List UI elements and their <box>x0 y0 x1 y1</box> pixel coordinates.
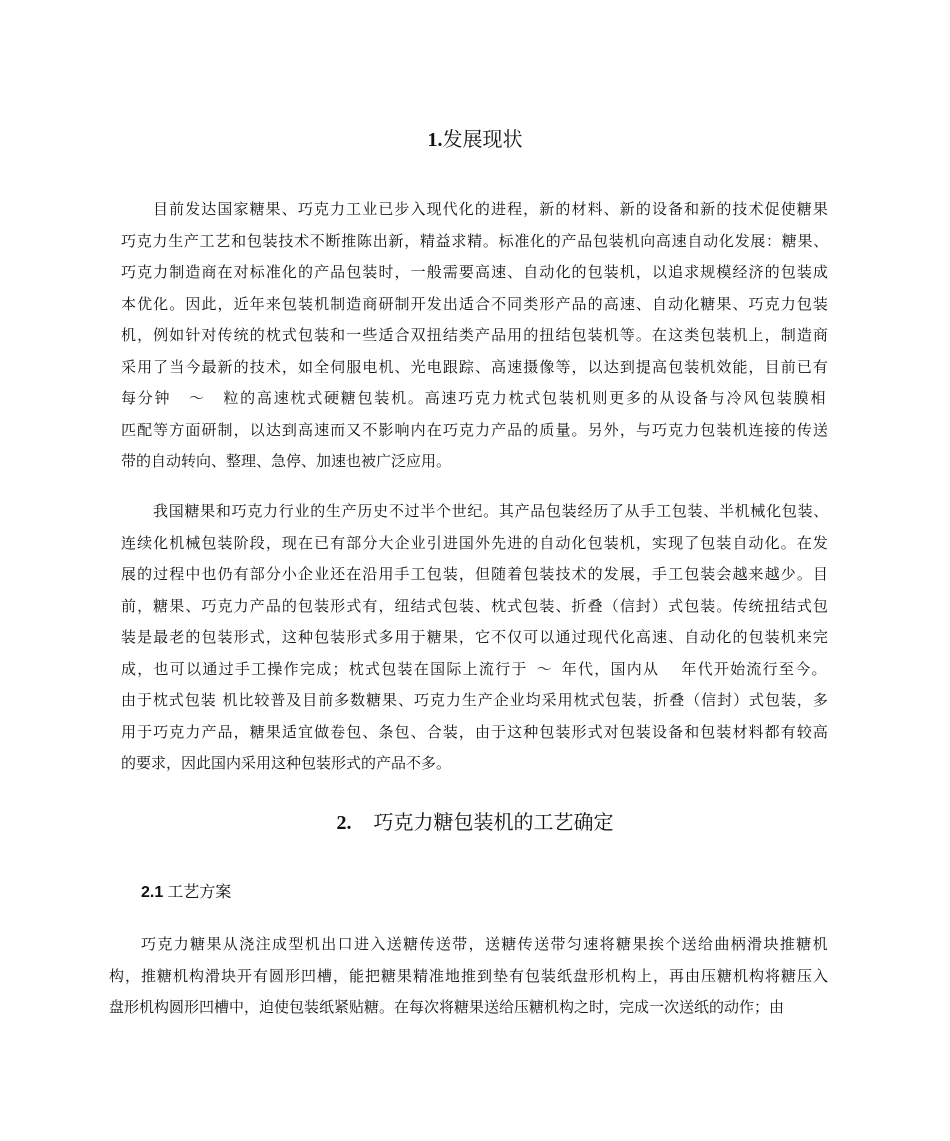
section-2-number: 2. <box>336 812 352 834</box>
tilde-symbol: ～ <box>188 389 206 407</box>
text-line: 构，推糖机构滑块开有圆形凹槽，能把糖果精准地推到垫有包装纸盘形机构上，再由压糖机构将糖压入 <box>109 966 830 985</box>
text-line: 盘形机构圆形凹槽中，迫使包装纸紧贴糖。在每次将糖果送给压糖机构之时，完成一次送纸的动作；由 <box>109 998 785 1016</box>
text-line: 前，糖果、巧克力产品的包装形式有，纽结式包装、枕式包装、折叠（信封）式包装。传统扭结式包 <box>121 596 830 615</box>
text-line: 的要求，因此国内采用这种包装形式的产品不多。 <box>121 754 452 772</box>
text-line: 展的过程中也仍有部分小企业还在沿用手工包装，但随着包装技术的发展，手工包装会越来越少。目 <box>121 565 830 583</box>
text-line: 匹配等方面研制，以达到高速而又不影响内在巧克力产品的质量。另外，与巧克力包装机连接的传送 <box>121 420 830 439</box>
text-line: 巧克力糖果从浇注成型机出口进入送糖传送带，送糖传送带匀速将糖果挨个送给曲柄滑块推糖机 <box>141 935 830 953</box>
section-2-title: 巧克力糖包装机的工艺确定 <box>373 810 614 834</box>
text-fragment: 年代开始流行至今。 <box>681 659 828 678</box>
text-line <box>121 685 829 717</box>
text-line: 用于巧克力产品，糖果适宜做卷包、条包、合装，由于这种包装形式对包装设备和包装材料都有较高 <box>121 722 830 741</box>
tilde-symbol: ～ <box>536 659 553 678</box>
text-fragment: 粒的高速枕式硬糖包装机。高速巧克力枕式包装机则更多的从设备与冷风包装膜相 <box>223 389 828 407</box>
section-1-number: 1. <box>427 129 443 151</box>
text-line: 带的自动转向、整理、急停、加速也被广泛应用。 <box>121 452 452 470</box>
section-1-paragraph-2 <box>121 496 829 780</box>
text-line <box>121 383 829 415</box>
text-line: 装是最老的包装形式，这种包装形式多用于糖果，它不仅可以通过现代化高速、自动化的包装机来完 <box>121 628 830 646</box>
subsection-2-1-title: 工艺方案 <box>167 882 232 901</box>
text-line: 目前发达国家糖果、巧克力工业已步入现代化的进程，新的材料、新的设备和新的技术促使糖果 <box>153 200 829 218</box>
section-2-heading <box>0 808 950 837</box>
text-line: 巧克力制造商在对标准化的产品包装时，一般需要高速、自动化的包装机，以追求规模经济的包装成 <box>121 263 830 281</box>
text-line: 机，例如针对传统的枕式包装和一些适合双扭结类产品用的扭结包装机等。在这类包装机上，制造商 <box>121 326 830 344</box>
section-1-heading <box>0 125 950 154</box>
section-2-1-paragraph <box>109 929 829 1024</box>
subsection-2-1-number: 2.1 <box>141 884 164 901</box>
text-line: 采用了当今最新的技术，如全伺服电机、光电跟踪、高速摄像等，以达到提高包装机效能，目前已有 <box>121 357 830 376</box>
text-line <box>121 654 829 686</box>
text-fragment: 成，也可以通过手工操作完成；枕式包装在国际上流行于 <box>121 659 528 678</box>
subsection-2-1-heading <box>141 879 231 906</box>
text-fragment: 由于枕式包装 <box>121 691 217 709</box>
text-line: 巧克力生产工艺和包装技术不断推陈出新，精益求精。标准化的产品包装机向高速自动化发展：糖果、 <box>121 231 829 250</box>
section-1-paragraph-1 <box>121 194 829 478</box>
text-fragment: 年代，国内从 <box>561 659 660 678</box>
text-line: 我国糖果和巧克力行业的生产历史不过半个世纪。其产品包装经历了从手工包装、半机械化包装、 <box>153 502 830 520</box>
text-fragment: 机比较普及目前多数糖果、巧克力生产企业均采用枕式包装，折叠（信封）式包装，多 <box>222 691 829 709</box>
text-line: 本优化。因此，近年来包装机制造商研制开发出适合不同类形产品的高速、自动化糖果、巧克力包装 <box>121 294 830 313</box>
text-fragment: 每分钟 <box>121 389 172 407</box>
section-1-title: 发展现状 <box>442 127 523 151</box>
text-line: 连续化机械包装阶段，现在已有部分大企业引进国外先进的自动化包装机，实现了包装自动化。在发 <box>121 533 830 552</box>
